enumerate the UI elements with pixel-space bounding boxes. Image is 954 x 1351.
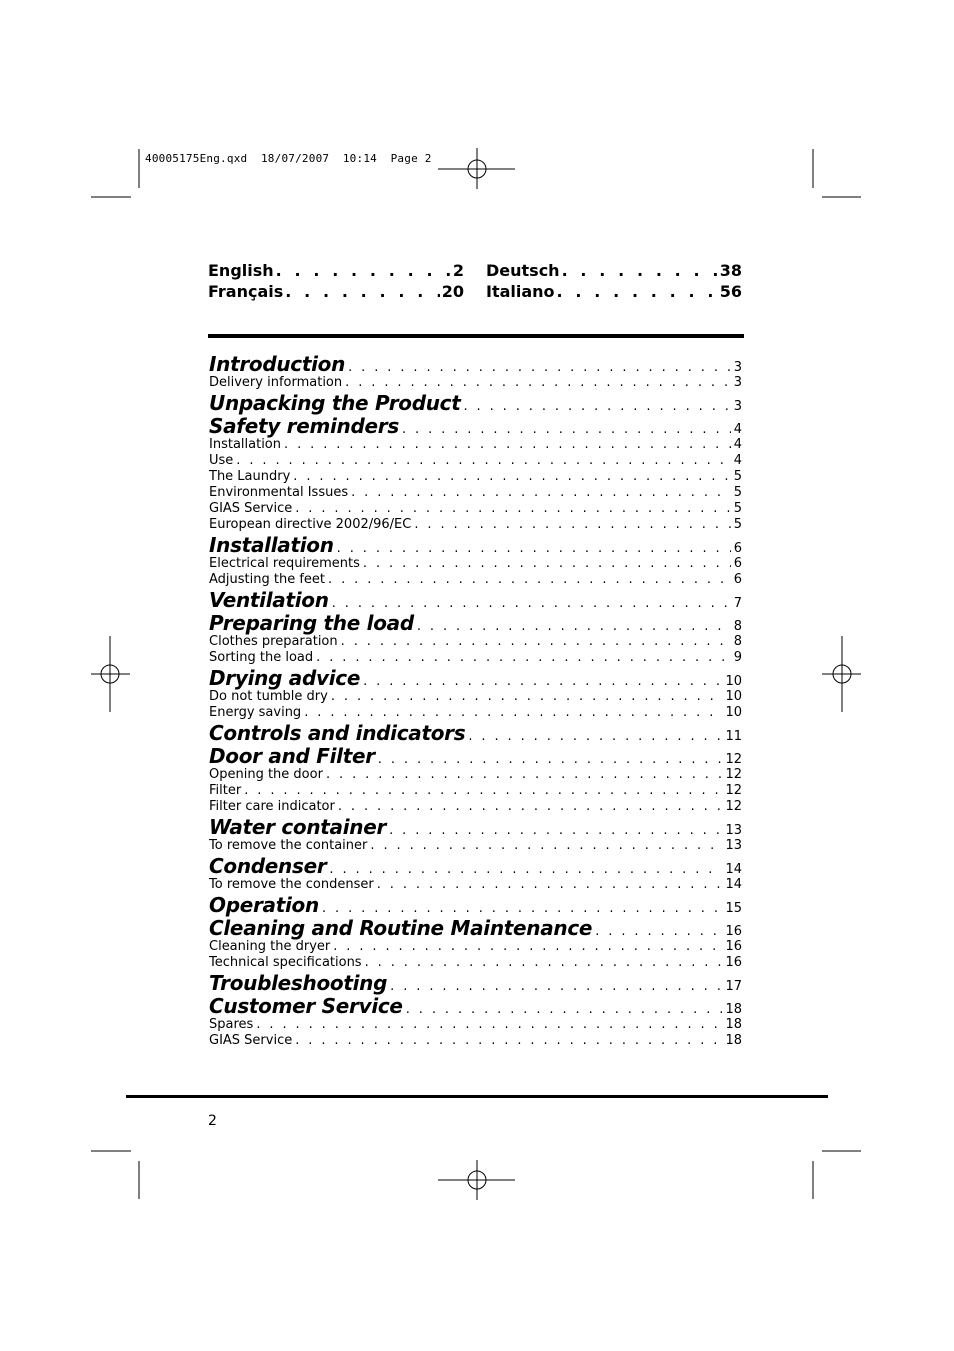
- toc-section-row[interactable]: [209, 854, 742, 877]
- toc-title: Operation: [209, 893, 319, 917]
- toc-subsection-row[interactable]: [209, 838, 742, 854]
- toc-title: Unpacking the Product: [209, 391, 461, 415]
- toc-page: 18: [725, 1017, 742, 1032]
- toc-subsection-row[interactable]: [209, 556, 742, 572]
- toc-title: Opening the door: [209, 767, 323, 782]
- toc-title: Electrical requirements: [209, 556, 360, 571]
- toc-section-row[interactable]: [209, 744, 742, 767]
- toc-section-row[interactable]: [209, 994, 742, 1017]
- toc-title: Door and Filter: [209, 744, 375, 768]
- toc-title: Safety reminders: [209, 414, 399, 438]
- toc-section-row[interactable]: [209, 721, 742, 744]
- toc-section-row[interactable]: [209, 611, 742, 634]
- toc-title: Cleaning and Routine Maintenance: [209, 916, 593, 940]
- leader-dots: [414, 517, 730, 532]
- registration-mark-bottom: [438, 1160, 515, 1200]
- toc-page: 14: [725, 877, 742, 892]
- toc-section-row[interactable]: [209, 588, 742, 611]
- language-index-left: [208, 260, 464, 302]
- toc-page: 11: [725, 729, 742, 744]
- leader-dots: [370, 838, 722, 853]
- leader-dots: [236, 453, 730, 468]
- toc-subsection-row[interactable]: [209, 469, 742, 485]
- toc-section-row[interactable]: [209, 916, 742, 939]
- leader-dots: [389, 823, 722, 838]
- leader-dots: [351, 485, 731, 500]
- toc-page: 15: [725, 901, 742, 916]
- toc-subsection-row[interactable]: [209, 437, 742, 453]
- leader-dots: [363, 674, 722, 689]
- toc-subsection-row[interactable]: [209, 453, 742, 469]
- leader-dots: [363, 556, 731, 571]
- toc-page: 6: [733, 541, 742, 556]
- toc-page: 12: [725, 767, 742, 782]
- toc-title: GIAS Service: [209, 501, 293, 516]
- toc-subsection-row[interactable]: [209, 1017, 742, 1033]
- toc-page: 5: [733, 501, 742, 516]
- table-of-contents: [209, 352, 742, 1049]
- toc-section-row[interactable]: [209, 971, 742, 994]
- leader-dots: [329, 862, 722, 877]
- toc-page: 3: [733, 360, 742, 375]
- toc-section-row[interactable]: [209, 533, 742, 556]
- toc-section-row[interactable]: [209, 893, 742, 916]
- language-name: Deutsch: [486, 261, 560, 280]
- toc-page: 4: [733, 437, 742, 452]
- toc-page: 3: [733, 375, 742, 390]
- leader-dots: [417, 619, 731, 634]
- leader-dots: [345, 375, 731, 390]
- toc-page: 12: [725, 783, 742, 798]
- toc-page: 16: [725, 939, 742, 954]
- toc-title: Adjusting the feet: [209, 572, 326, 587]
- toc-page: 12: [725, 799, 742, 814]
- language-name: Français: [208, 282, 284, 301]
- leader-dots: [468, 729, 722, 744]
- toc-page: 14: [725, 862, 742, 877]
- toc-section-row[interactable]: [209, 352, 742, 375]
- toc-subsection-row[interactable]: [209, 485, 742, 501]
- toc-title: The Laundry: [209, 469, 291, 484]
- toc-title: Controls and indicators: [209, 721, 466, 745]
- toc-title: Introduction: [209, 352, 346, 376]
- language-page: 2: [452, 261, 464, 280]
- toc-page: 18: [725, 1002, 742, 1017]
- toc-title: Delivery information: [209, 375, 343, 390]
- leader-dots: [256, 1017, 722, 1032]
- leader-dots: [244, 783, 722, 798]
- toc-subsection-row[interactable]: [209, 501, 742, 517]
- page-number: 2: [208, 1113, 217, 1129]
- leader-dots: [338, 799, 723, 814]
- toc-title: Sorting the load: [209, 650, 314, 665]
- toc-section-row[interactable]: [209, 666, 742, 689]
- toc-page: 7: [733, 596, 742, 611]
- toc-page: 5: [733, 517, 742, 532]
- leader-dots: [348, 360, 731, 375]
- toc-subsection-row[interactable]: [209, 517, 742, 533]
- language-row[interactable]: [486, 260, 742, 281]
- toc-subsection-row[interactable]: [209, 783, 742, 799]
- leader-dots: [295, 501, 730, 516]
- toc-subsection-row[interactable]: [209, 634, 742, 650]
- toc-page: 17: [725, 979, 742, 994]
- toc-page: 5: [733, 469, 742, 484]
- toc-title: European directive 2002/96/EC: [209, 517, 412, 532]
- toc-title: Installation: [209, 437, 282, 452]
- toc-title: Clothes preparation: [209, 634, 338, 649]
- toc-section-row[interactable]: [209, 414, 742, 437]
- leader-dots: [341, 634, 731, 649]
- language-index-right: [486, 260, 742, 302]
- file-slug: 40005175Eng.qxd 18/07/2007 10:14 Page 2: [145, 152, 432, 165]
- leader-dots: [331, 689, 723, 704]
- toc-subsection-row[interactable]: [209, 877, 742, 893]
- leader-dots: [377, 877, 723, 892]
- toc-page: 4: [733, 453, 742, 468]
- registration-mark-top: [438, 148, 515, 189]
- toc-subsection-row[interactable]: [209, 650, 742, 666]
- toc-page: 10: [725, 689, 742, 704]
- toc-title: Do not tumble dry: [209, 689, 328, 704]
- toc-title: Filter care indicator: [209, 799, 335, 814]
- toc-page: 4: [733, 422, 742, 437]
- toc-title: Cleaning the dryer: [209, 939, 331, 954]
- toc-subsection-row[interactable]: [209, 1033, 742, 1049]
- leader-dots: [326, 767, 723, 782]
- leader-dots: [332, 596, 731, 611]
- leader-dots: [316, 650, 731, 665]
- language-page: 38: [719, 261, 742, 280]
- leader-dots: [322, 901, 723, 916]
- toc-page: 9: [733, 650, 742, 665]
- language-row[interactable]: [486, 281, 742, 302]
- leader-dots: [595, 924, 722, 939]
- toc-subsection-row[interactable]: [209, 955, 742, 971]
- toc-title: Drying advice: [209, 666, 361, 690]
- toc-page: 5: [733, 485, 742, 500]
- toc-page: 6: [733, 556, 742, 571]
- leader-dots: [295, 1033, 722, 1048]
- toc-title: Energy saving: [209, 705, 302, 720]
- leader-dots: [390, 979, 722, 994]
- leader-dots: [328, 572, 731, 587]
- toc-page: 13: [725, 823, 742, 838]
- toc-title: Technical specifications: [209, 955, 362, 970]
- toc-subsection-row[interactable]: [209, 572, 742, 588]
- top-divider: [208, 334, 744, 338]
- leader-dots: [285, 281, 439, 302]
- leader-dots: [557, 281, 718, 302]
- leader-dots: [333, 939, 722, 954]
- toc-title: GIAS Service: [209, 1033, 293, 1048]
- toc-title: Ventilation: [209, 588, 329, 612]
- toc-title: Use: [209, 453, 234, 468]
- language-name: Italiano: [486, 282, 555, 301]
- toc-page: 3: [733, 399, 742, 414]
- toc-subsection-row[interactable]: [209, 375, 742, 391]
- leader-dots: [562, 260, 718, 281]
- registration-mark-right: [822, 636, 861, 712]
- toc-page: 10: [725, 705, 742, 720]
- toc-page: 12: [725, 752, 742, 767]
- leader-dots: [284, 437, 731, 452]
- leader-dots: [337, 541, 731, 556]
- toc-page: 6: [733, 572, 742, 587]
- toc-subsection-row[interactable]: [209, 939, 742, 955]
- toc-section-row[interactable]: [209, 815, 742, 838]
- leader-dots: [276, 260, 451, 281]
- toc-title: Spares: [209, 1017, 254, 1032]
- toc-page: 13: [725, 838, 742, 853]
- leader-dots: [293, 469, 730, 484]
- toc-section-row[interactable]: [209, 391, 742, 414]
- registration-mark-left: [91, 636, 130, 712]
- leader-dots: [406, 1002, 723, 1017]
- toc-subsection-row[interactable]: [209, 689, 742, 705]
- toc-subsection-row[interactable]: [209, 767, 742, 783]
- bottom-divider: [126, 1095, 828, 1098]
- leader-dots: [304, 705, 722, 720]
- toc-page: 10: [725, 674, 742, 689]
- language-page: 56: [719, 282, 742, 301]
- leader-dots: [378, 752, 723, 767]
- toc-page: 8: [733, 634, 742, 649]
- toc-title: To remove the container: [209, 838, 368, 853]
- leader-dots: [402, 422, 731, 437]
- toc-page: 18: [725, 1033, 742, 1048]
- toc-title: Environmental Issues: [209, 485, 349, 500]
- language-row[interactable]: [208, 260, 464, 281]
- toc-page: 16: [725, 955, 742, 970]
- toc-title: Troubleshooting: [209, 971, 388, 995]
- toc-page: 8: [733, 619, 742, 634]
- toc-title: Filter: [209, 783, 242, 798]
- toc-subsection-row[interactable]: [209, 799, 742, 815]
- toc-title: Preparing the load: [209, 611, 414, 635]
- toc-title: Water container: [209, 815, 387, 839]
- toc-title: Condenser: [209, 854, 327, 878]
- language-name: English: [208, 261, 274, 280]
- toc-subsection-row[interactable]: [209, 705, 742, 721]
- toc-page: 16: [725, 924, 742, 939]
- toc-title: To remove the condenser: [209, 877, 374, 892]
- language-page: 20: [441, 282, 464, 301]
- language-row[interactable]: [208, 281, 464, 302]
- toc-title: Customer Service: [209, 994, 403, 1018]
- leader-dots: [463, 399, 730, 414]
- toc-title: Installation: [209, 533, 334, 557]
- leader-dots: [365, 955, 723, 970]
